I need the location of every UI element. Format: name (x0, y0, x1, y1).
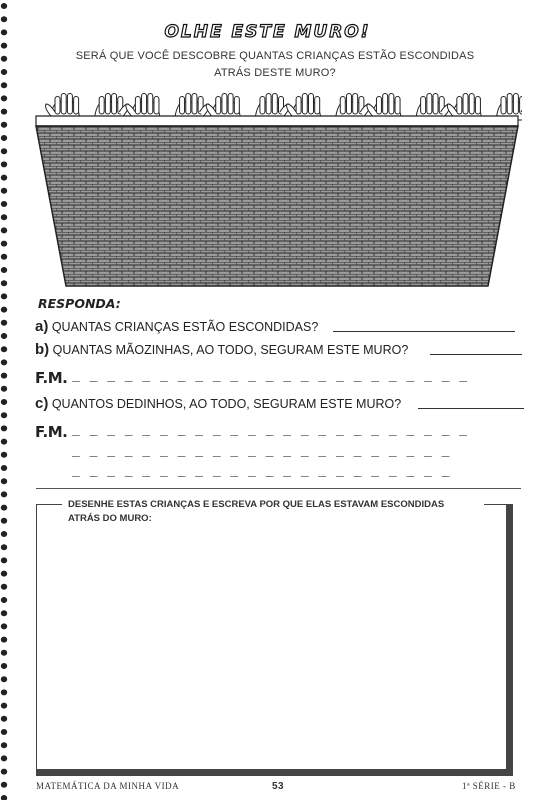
subtitle-line-1: SERÁ QUE VOCÊ DESCOBRE QUANTAS CRIANÇAS ESTÃO ESCONDIDAS (75, 50, 475, 62)
spiral-ring (1, 267, 7, 273)
spiral-ring (1, 56, 7, 62)
spiral-ring (1, 491, 7, 497)
footer-grade: 1ª SÉRIE - B (462, 781, 516, 791)
spiral-ring (1, 597, 7, 603)
spiral-ring (1, 505, 7, 511)
question-a-text: QUANTAS CRIANÇAS ESTÃO ESCONDIDAS? (51, 320, 319, 334)
spiral-ring (1, 452, 7, 458)
drawing-box-label-line-2: ATRÁS DO MURO: (68, 513, 152, 524)
question-b-text: QUANTAS MÃOZINHAS, AO TODO, SEGURAM ESTE MURO? (52, 343, 409, 357)
spiral-ring (1, 135, 7, 141)
spiral-ring (1, 333, 7, 339)
spiral-ring (1, 623, 7, 629)
spiral-ring (1, 109, 7, 115)
drawing-box[interactable] (36, 504, 513, 776)
question-a-letter: a) (35, 318, 49, 335)
fm-dashed-line-3[interactable]: _ _ _ _ _ _ _ _ _ _ _ _ _ _ _ _ _ _ _ _ _ _ (72, 444, 451, 459)
spiral-ring (1, 122, 7, 128)
spiral-ring (1, 518, 7, 524)
spiral-ring (1, 359, 7, 365)
spiral-ring (1, 637, 7, 643)
spiral-ring (1, 280, 7, 286)
question-b-letter: b) (35, 341, 50, 358)
spiral-ring (1, 729, 7, 735)
spiral-ring (1, 214, 7, 220)
spiral-ring (1, 571, 7, 577)
spiral-ring (1, 782, 7, 788)
spiral-ring (1, 95, 7, 101)
fm-dashed-line-2[interactable]: _ _ _ _ _ _ _ _ _ _ _ _ _ _ _ _ _ _ _ _ _ _ _ (72, 423, 469, 438)
answer-line-a[interactable] (333, 331, 515, 332)
question-b (35, 341, 408, 358)
footer-page-number: 53 (272, 781, 285, 792)
spiral-ring (1, 307, 7, 313)
spiral-ring (1, 399, 7, 405)
spiral-ring (1, 386, 7, 392)
spiral-ring (1, 148, 7, 154)
answer-line-b[interactable] (430, 354, 522, 355)
spiral-ring (1, 795, 7, 800)
spiral-ring (1, 703, 7, 709)
question-c-text: QUANTOS DEDINHOS, AO TODO, SEGURAM ESTE MURO? (51, 397, 402, 411)
spiral-ring (1, 373, 7, 379)
spiral-ring (1, 769, 7, 775)
spiral-ring (1, 544, 7, 550)
spiral-ring (1, 716, 7, 722)
spiral-ring (1, 531, 7, 537)
fm-dashed-line-1[interactable]: _ _ _ _ _ _ _ _ _ _ _ _ _ _ _ _ _ _ _ _ _ _ _ (72, 369, 469, 384)
brick-wall-illustration (32, 82, 522, 294)
spiral-ring (1, 320, 7, 326)
spiral-ring (1, 82, 7, 88)
spiral-ring (1, 465, 7, 471)
fm-label-1: F.M. (35, 369, 68, 387)
spiral-ring (1, 161, 7, 167)
spiral-ring (1, 227, 7, 233)
spiral-ring (1, 650, 7, 656)
spiral-ring (1, 478, 7, 484)
divider (36, 488, 521, 489)
drawing-box-label-line-1: DESENHE ESTAS CRIANÇAS E ESCREVA POR QUE ELAS ESTAVAM ESCONDIDAS (68, 499, 445, 510)
spiral-ring (1, 742, 7, 748)
spiral-ring (1, 293, 7, 299)
spiral-ring (1, 584, 7, 590)
spiral-ring (1, 676, 7, 682)
page-title: OLHE ESTE MURO! (164, 22, 371, 42)
spiral-ring (1, 43, 7, 49)
wall-face (36, 126, 518, 286)
spiral-ring (1, 201, 7, 207)
spiral-ring (1, 346, 7, 352)
spiral-ring (1, 241, 7, 247)
spiral-ring (1, 689, 7, 695)
spiral-binding (0, 0, 12, 800)
spiral-ring (1, 412, 7, 418)
fm-dashed-line-4[interactable]: _ _ _ _ _ _ _ _ _ _ _ _ _ _ _ _ _ _ _ _ _ _ (72, 464, 451, 479)
wall-top-edge (36, 116, 518, 126)
spiral-ring (1, 610, 7, 616)
responda-heading: RESPONDA: (38, 296, 121, 311)
answer-line-c[interactable] (418, 408, 524, 409)
question-a (35, 318, 318, 335)
question-c-letter: c) (35, 395, 49, 412)
drawing-box-label (62, 498, 484, 526)
spiral-ring (1, 254, 7, 260)
spiral-ring (1, 755, 7, 761)
spiral-ring (1, 188, 7, 194)
spiral-ring (1, 3, 7, 9)
subtitle-line-2: ATRÁS DESTE MURO? (214, 67, 336, 79)
fm-label-2: F.M. (35, 423, 68, 441)
footer-book-title: MATEMÁTICA DA MINHA VIDA (36, 781, 180, 791)
spiral-ring (1, 557, 7, 563)
spiral-ring (1, 425, 7, 431)
spiral-ring (1, 439, 7, 445)
spiral-ring (1, 69, 7, 75)
spiral-ring (1, 663, 7, 669)
spiral-ring (1, 175, 7, 181)
question-c (35, 395, 401, 412)
